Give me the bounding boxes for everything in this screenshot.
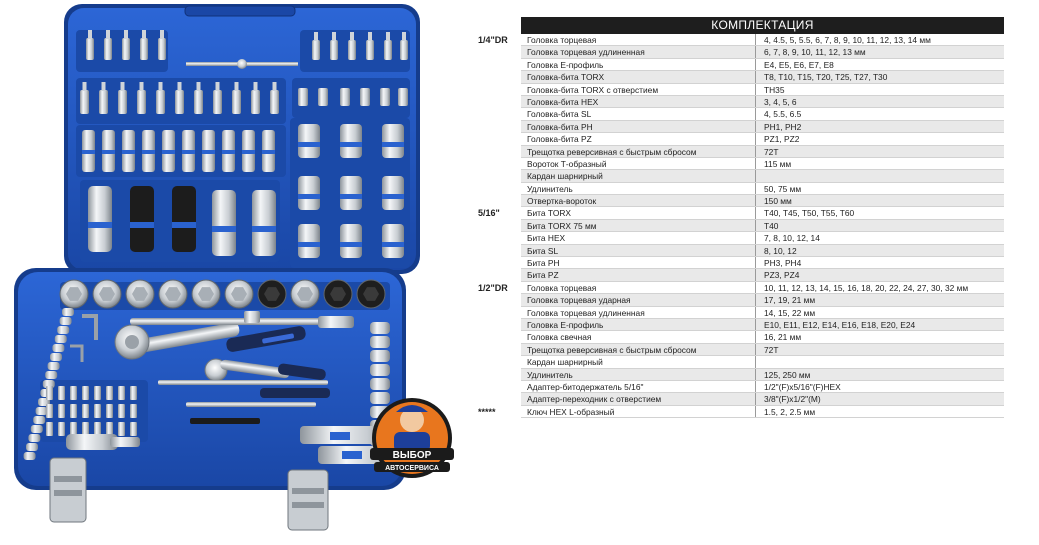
socket-band bbox=[382, 142, 404, 147]
bit-tip bbox=[314, 32, 318, 41]
bit-tip bbox=[350, 32, 354, 41]
spec-row bbox=[478, 96, 1004, 108]
small-socket bbox=[380, 88, 390, 106]
hex-bit bbox=[130, 422, 137, 436]
item-sizes: 50, 75 мм bbox=[764, 183, 802, 194]
socket bbox=[382, 224, 404, 258]
small-socket bbox=[31, 425, 43, 433]
socket-band bbox=[130, 222, 154, 228]
small-socket bbox=[52, 344, 64, 352]
spec-row bbox=[478, 59, 1004, 71]
item-name: Кардан шарнирный bbox=[521, 356, 756, 368]
item-name: Вороток Т-образный bbox=[521, 158, 756, 170]
small-socket bbox=[45, 371, 57, 379]
bit-socket bbox=[86, 38, 94, 60]
impact-socket bbox=[172, 186, 196, 252]
spec-row bbox=[478, 108, 1004, 120]
bit-socket bbox=[158, 38, 166, 60]
item-name: Головка-бита PH bbox=[521, 121, 756, 133]
small-socket bbox=[55, 335, 67, 343]
item-name: Бита HEX bbox=[521, 232, 756, 244]
drive-size-label: 1/4"DR bbox=[478, 35, 508, 45]
badge-line1: ВЫБОР bbox=[392, 450, 432, 461]
socket-band bbox=[298, 142, 320, 147]
hex-bit bbox=[118, 422, 125, 436]
item-name: Головка-бита TORX bbox=[521, 71, 756, 83]
bit-tip bbox=[121, 82, 125, 91]
item-sizes: 6, 7, 8, 9, 10, 11, 12, 13 мм bbox=[756, 46, 1004, 58]
socket bbox=[340, 176, 362, 210]
item-name: Головка торцевая удлиненная bbox=[521, 46, 756, 58]
socket bbox=[370, 336, 390, 348]
socket-band bbox=[340, 242, 362, 247]
spec-row bbox=[478, 369, 1004, 381]
bit-socket bbox=[175, 90, 184, 114]
socket bbox=[340, 224, 362, 258]
bit-tip bbox=[402, 32, 406, 41]
bit-socket bbox=[137, 90, 146, 114]
socket bbox=[370, 392, 390, 404]
bit-socket bbox=[99, 90, 108, 114]
item-sizes: 16, 21 мм bbox=[764, 332, 802, 343]
item-sizes: 4, 4.5, 5, 5.5, 6, 7, 8, 9, 10, 11, 12, 13, 14 мм bbox=[764, 35, 931, 45]
small-socket bbox=[50, 353, 62, 361]
item-sizes: TH35 bbox=[764, 84, 785, 95]
spec-row bbox=[478, 195, 1004, 207]
spec-row bbox=[478, 393, 1004, 405]
bit-tip bbox=[254, 82, 258, 91]
bit-socket bbox=[104, 38, 112, 60]
socket bbox=[370, 322, 390, 334]
bit-tip bbox=[332, 32, 336, 41]
socket-band bbox=[262, 150, 275, 154]
socket-band bbox=[222, 150, 235, 154]
item-sizes: 7, 8, 10, 12, 14 bbox=[764, 233, 820, 244]
bit-socket bbox=[330, 40, 338, 60]
item-name: Бита SL bbox=[521, 245, 756, 257]
item-name: Адаптер-битодержатель 5/16" bbox=[521, 381, 756, 393]
small-socket bbox=[298, 88, 308, 106]
hex-bit bbox=[94, 386, 101, 400]
spec-row bbox=[478, 331, 1004, 343]
deep-socket bbox=[252, 190, 276, 256]
hex-bit bbox=[82, 404, 89, 418]
item-sizes: 10, 11, 12, 13, 14, 15, 16, 18, 20, 22, 24, 27, 30, 32 мм bbox=[764, 282, 969, 293]
spec-table bbox=[478, 17, 1004, 418]
spec-table-title: КОМПЛЕКТАЦИЯ bbox=[521, 17, 1004, 34]
case-latch-right bbox=[288, 470, 328, 530]
socket-band bbox=[142, 150, 155, 154]
bit-tip bbox=[235, 82, 239, 91]
hex-bit bbox=[46, 422, 53, 436]
item-name: Головка-бита SL bbox=[521, 108, 756, 120]
bit-socket bbox=[156, 90, 165, 114]
tool-case-image bbox=[0, 0, 470, 545]
item-name: Бита TORX bbox=[521, 207, 756, 219]
hex-bit bbox=[106, 386, 113, 400]
spec-row bbox=[478, 294, 1004, 306]
bit-socket bbox=[194, 90, 203, 114]
item-name: Бита TORX 75 мм bbox=[521, 220, 756, 232]
item-name: Трещотка реверсивная с быстрым сбросом bbox=[521, 344, 756, 356]
hex-bit bbox=[106, 422, 113, 436]
bit-socket bbox=[366, 40, 374, 60]
hex-bit bbox=[70, 422, 77, 436]
bit-socket bbox=[400, 40, 408, 60]
spec-row bbox=[478, 133, 1004, 145]
socket-band bbox=[340, 142, 362, 147]
item-sizes: 72T bbox=[756, 344, 1004, 356]
socket-band bbox=[82, 150, 95, 154]
badge-line2: АВТОСЕРВИСА bbox=[385, 465, 439, 472]
item-sizes: T40, T45, T50, T55, T60 bbox=[764, 208, 855, 219]
small-socket bbox=[36, 407, 48, 415]
small-socket bbox=[57, 326, 69, 334]
spec-row bbox=[478, 170, 1004, 182]
hex-bit bbox=[58, 386, 65, 400]
hex-bit bbox=[58, 422, 65, 436]
item-sizes: E10, E11, E12, E14, E16, E18, E20, E24 bbox=[756, 319, 1004, 331]
socket-band bbox=[340, 194, 362, 199]
socket-band bbox=[182, 150, 195, 154]
small-socket bbox=[318, 88, 328, 106]
bit-socket bbox=[384, 40, 392, 60]
small-socket bbox=[340, 88, 350, 106]
item-sizes: 3, 4, 5, 6 bbox=[756, 96, 1004, 108]
bit-tip bbox=[88, 30, 92, 39]
spec-rows bbox=[478, 34, 1004, 418]
small-socket bbox=[28, 434, 40, 442]
hex-bit bbox=[130, 404, 137, 418]
item-name: Трещотка реверсивная с быстрым сбросом bbox=[521, 146, 756, 158]
hex-bit bbox=[70, 386, 77, 400]
bit-tip bbox=[368, 32, 372, 41]
bit-tip bbox=[386, 32, 390, 41]
item-sizes: E4, E5, E6, E7, E8 bbox=[764, 59, 834, 70]
bit-socket bbox=[232, 90, 241, 114]
spec-row bbox=[478, 344, 1004, 356]
item-sizes: 1.5, 2, 2.5 мм bbox=[764, 406, 816, 417]
small-socket bbox=[360, 88, 370, 106]
socket-band bbox=[252, 226, 276, 232]
spec-row bbox=[478, 282, 1004, 294]
hex-bit bbox=[118, 404, 125, 418]
spec-row bbox=[478, 381, 1004, 393]
item-name: Отвертка-вороток bbox=[521, 195, 756, 207]
item-sizes: 14, 15, 22 мм bbox=[764, 307, 816, 318]
hex-bit bbox=[46, 386, 53, 400]
hex-bit bbox=[82, 422, 89, 436]
hex-bit bbox=[70, 404, 77, 418]
socket-band bbox=[382, 194, 404, 199]
bit-tip bbox=[197, 82, 201, 91]
item-sizes: T40 bbox=[756, 220, 1004, 232]
item-name: Удлинитель bbox=[521, 369, 756, 381]
spec-row bbox=[478, 207, 1004, 219]
item-name: Головка торцевая bbox=[521, 282, 756, 294]
item-name: Бита PZ bbox=[521, 269, 756, 281]
spec-row bbox=[478, 121, 1004, 133]
socket bbox=[298, 124, 320, 158]
socket bbox=[370, 378, 390, 390]
item-name: Головка торцевая удлиненная bbox=[521, 307, 756, 319]
item-sizes: 4, 5.5, 6.5 bbox=[764, 109, 802, 120]
item-sizes: 72T bbox=[756, 146, 1004, 158]
small-socket bbox=[26, 443, 38, 451]
hex-bit bbox=[46, 404, 53, 418]
socket-band bbox=[202, 150, 215, 154]
hex-bit bbox=[106, 404, 113, 418]
spec-row bbox=[478, 34, 1004, 46]
item-sizes: 1/2"(F)x5/16"(F)HEX bbox=[764, 381, 841, 392]
spec-row bbox=[478, 158, 1004, 170]
hex-bit bbox=[82, 386, 89, 400]
item-name: Адаптер-переходник с отверстием bbox=[521, 393, 756, 405]
item-sizes: 125, 250 мм bbox=[756, 369, 1004, 381]
item-sizes: 8, 10, 12 bbox=[756, 245, 1004, 257]
socket bbox=[340, 124, 362, 158]
spec-row bbox=[478, 220, 1004, 232]
item-sizes: PZ3, PZ4 bbox=[756, 269, 1004, 281]
bit-tip bbox=[216, 82, 220, 91]
bit-tip bbox=[178, 82, 182, 91]
spec-row bbox=[478, 146, 1004, 158]
socket-band bbox=[382, 242, 404, 247]
drive-size-label: 1/2"DR bbox=[478, 282, 508, 293]
spec-row bbox=[478, 232, 1004, 244]
bit-tip bbox=[124, 30, 128, 39]
item-sizes: 115 мм bbox=[764, 158, 792, 169]
item-sizes: PH3, PH4 bbox=[764, 258, 802, 269]
item-sizes: PZ1, PZ2 bbox=[764, 134, 800, 145]
item-name: Бита PH bbox=[521, 257, 756, 269]
spec-row bbox=[478, 71, 1004, 83]
spec-row bbox=[478, 356, 1004, 368]
bit-tip bbox=[102, 82, 106, 91]
item-name: Головка-бита HEX bbox=[521, 96, 756, 108]
socket bbox=[382, 176, 404, 210]
hex-bit bbox=[94, 422, 101, 436]
socket bbox=[370, 350, 390, 362]
bit-socket bbox=[140, 38, 148, 60]
spec-row bbox=[478, 183, 1004, 195]
bit-socket bbox=[122, 38, 130, 60]
socket-band bbox=[88, 222, 112, 228]
item-name: Головка-бита TORX с отверстием bbox=[521, 84, 756, 96]
case-latch-left bbox=[50, 458, 86, 522]
socket bbox=[382, 124, 404, 158]
bit-tip bbox=[159, 82, 163, 91]
small-socket bbox=[24, 452, 36, 460]
small-socket bbox=[60, 317, 72, 325]
item-sizes: 17, 19, 21 мм bbox=[756, 294, 1004, 306]
bit-tip bbox=[140, 82, 144, 91]
item-name: Ключ HEX L-образный bbox=[521, 406, 756, 418]
small-socket bbox=[62, 308, 74, 316]
socket-band bbox=[212, 226, 236, 232]
item-name: Головка торцевая ударная bbox=[521, 294, 756, 306]
spec-row bbox=[478, 319, 1004, 331]
item-name: Головка-бита PZ bbox=[521, 133, 756, 145]
impact-socket bbox=[130, 186, 154, 252]
spec-row bbox=[478, 307, 1004, 319]
deep-socket bbox=[88, 186, 112, 252]
hex-bit bbox=[130, 386, 137, 400]
small-socket bbox=[33, 416, 45, 424]
spec-row bbox=[478, 269, 1004, 281]
small-socket bbox=[398, 88, 408, 106]
spec-row bbox=[478, 245, 1004, 257]
hex-bit bbox=[94, 404, 101, 418]
bit-socket bbox=[312, 40, 320, 60]
bit-tip bbox=[142, 30, 146, 39]
socket-band bbox=[172, 222, 196, 228]
socket-band bbox=[298, 194, 320, 199]
socket-band bbox=[102, 150, 115, 154]
bit-tip bbox=[106, 30, 110, 39]
socket bbox=[298, 224, 320, 258]
bit-socket bbox=[348, 40, 356, 60]
socket-band bbox=[242, 150, 255, 154]
bit-socket bbox=[118, 90, 127, 114]
bit-tip bbox=[273, 82, 277, 91]
spec-row bbox=[478, 257, 1004, 269]
socket bbox=[370, 364, 390, 376]
item-name: Головка свечная bbox=[521, 331, 756, 343]
socket-band bbox=[298, 242, 320, 247]
spec-row bbox=[478, 406, 1004, 418]
item-sizes: 150 мм bbox=[756, 195, 1004, 207]
bit-tip bbox=[83, 82, 87, 91]
spec-row bbox=[478, 84, 1004, 96]
bit-tip bbox=[160, 30, 164, 39]
bit-socket bbox=[251, 90, 260, 114]
drive-size-label: 5/16" bbox=[478, 208, 500, 219]
item-name: Головка торцевая bbox=[521, 34, 756, 46]
item-name: Кардан шарнирный bbox=[521, 170, 756, 182]
hex-bit bbox=[118, 386, 125, 400]
drive-size-label: ***** bbox=[478, 406, 496, 417]
spec-row bbox=[478, 46, 1004, 58]
small-socket bbox=[48, 362, 60, 370]
hex-bit bbox=[58, 404, 65, 418]
socket-band bbox=[162, 150, 175, 154]
item-name: Головка Е-профиль bbox=[521, 319, 756, 331]
bit-socket bbox=[270, 90, 279, 114]
deep-socket bbox=[212, 190, 236, 256]
item-sizes: 3/8"(F)x1/2"(M) bbox=[756, 393, 1004, 405]
bit-socket bbox=[80, 90, 89, 114]
row-divider bbox=[521, 417, 1004, 418]
socket-band bbox=[122, 150, 135, 154]
socket bbox=[298, 176, 320, 210]
item-name: Удлинитель bbox=[521, 183, 756, 195]
item-name: Головка Е-профиль bbox=[521, 59, 756, 71]
bit-socket bbox=[213, 90, 222, 114]
item-sizes: T8, T10, T15, T20, T25, T27, T30 bbox=[756, 71, 1004, 83]
item-sizes: PH1, PH2 bbox=[756, 121, 1004, 133]
